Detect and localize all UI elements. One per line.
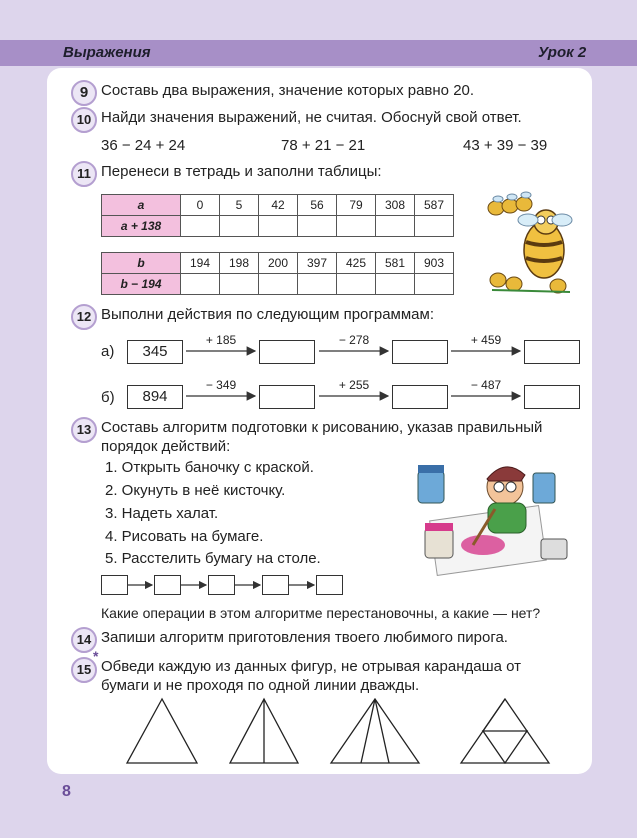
table-a-cell: 0 — [181, 195, 220, 216]
table-a-header: a — [102, 195, 181, 216]
table-b-cell: 581 — [376, 253, 415, 274]
table-a-cell: 5 — [220, 195, 259, 216]
task-number-13: 13 — [71, 417, 97, 443]
triangle-figure-3 — [331, 699, 419, 763]
row-b-op-2: + 255 — [338, 378, 370, 392]
table-b-formula: b − 194 — [102, 274, 181, 295]
table-b-cell: 903 — [415, 253, 454, 274]
expression-3: 43 + 39 − 39 — [463, 137, 548, 154]
table-a-formula: a + 138 — [102, 216, 181, 237]
expression-2: 78 + 21 − 21 — [281, 137, 366, 154]
table-b-cell: 397 — [298, 253, 337, 274]
task-14-text: Запиши алгоритм приготовления твоего любимого пирога. — [101, 629, 508, 646]
table-b-header: b — [102, 253, 181, 274]
task-12-text: Выполни действия по следующим программам: — [101, 306, 434, 323]
figures — [0, 695, 637, 770]
task-number-10: 10 — [71, 107, 97, 133]
task-15-star: * — [93, 648, 99, 664]
step-2: 2. Окунуть в неё кисточку. — [105, 482, 286, 499]
row-b-start-box: 894 — [127, 385, 183, 409]
algorithm-arrows — [0, 570, 400, 600]
row-b-label: б) — [101, 389, 115, 406]
task-15-text-line-2: бумаги и не проходя по одной линии дважды. — [101, 677, 420, 694]
row-b-op-1: − 349 — [205, 378, 237, 392]
table-a-cell: 308 — [376, 195, 415, 216]
table-a-cell: 587 — [415, 195, 454, 216]
step-1: 1. Открыть баночку с краской. — [105, 459, 314, 476]
row-a-op-1: + 185 — [205, 333, 237, 347]
task-number-15: 15 — [71, 657, 97, 683]
task-9-text: Составь два выражения, значение которых равно 20. — [101, 82, 475, 99]
table-b-cell: 194 — [181, 253, 220, 274]
row-b-op-3: − 487 — [470, 378, 502, 392]
table-a-cell: 79 — [337, 195, 376, 216]
task-10-text: Найди значения выражений, не считая. Обоснуй свой ответ. — [101, 109, 522, 126]
triangle-figure-2 — [230, 699, 298, 763]
task-11-text: Перенеси в тетрадь и заполни таблицы: — [101, 163, 382, 180]
table-b-cell: 425 — [337, 253, 376, 274]
row-a-label: а) — [101, 343, 115, 360]
task-13-question: Какие операции в этом алгоритме перестановочны, а какие — нет? — [101, 605, 541, 621]
task-13-text-line-1: Составь алгоритм подготовки к рисованию, указав правильный — [101, 419, 543, 436]
task-15-text-line-1: Обведи каждую из данных фигур, не отрывая карандаша от — [101, 658, 521, 675]
page-number: 8 — [62, 783, 71, 800]
table-a-cell: 42 — [259, 195, 298, 216]
table-a-cell: 56 — [298, 195, 337, 216]
expression-1: 36 − 24 + 24 — [101, 137, 186, 154]
triangle-figure-4 — [461, 699, 549, 763]
task-number-11: 11 — [71, 161, 97, 187]
task-number-9: 9 — [71, 80, 97, 106]
task-13-text-line-2: порядок действий: — [101, 438, 231, 455]
triangle-figure-1 — [127, 699, 197, 763]
section-title: Выражения — [63, 44, 151, 61]
task-number-14: 14 — [71, 627, 97, 653]
lesson-title: Урок 2 — [538, 44, 587, 61]
table-b-cell: 200 — [259, 253, 298, 274]
step-5: 5. Расстелить бумагу на столе. — [105, 550, 321, 567]
row-a-start-box: 345 — [127, 340, 183, 364]
task-number-12: 12 — [71, 304, 97, 330]
row-a-op-2: − 278 — [338, 333, 370, 347]
step-3: 3. Надеть халат. — [105, 505, 219, 522]
painter-illustration — [413, 453, 578, 578]
row-a-op-3: + 459 — [470, 333, 502, 347]
step-4: 4. Рисовать на бумаге. — [105, 528, 264, 545]
table-b-cell: 198 — [220, 253, 259, 274]
